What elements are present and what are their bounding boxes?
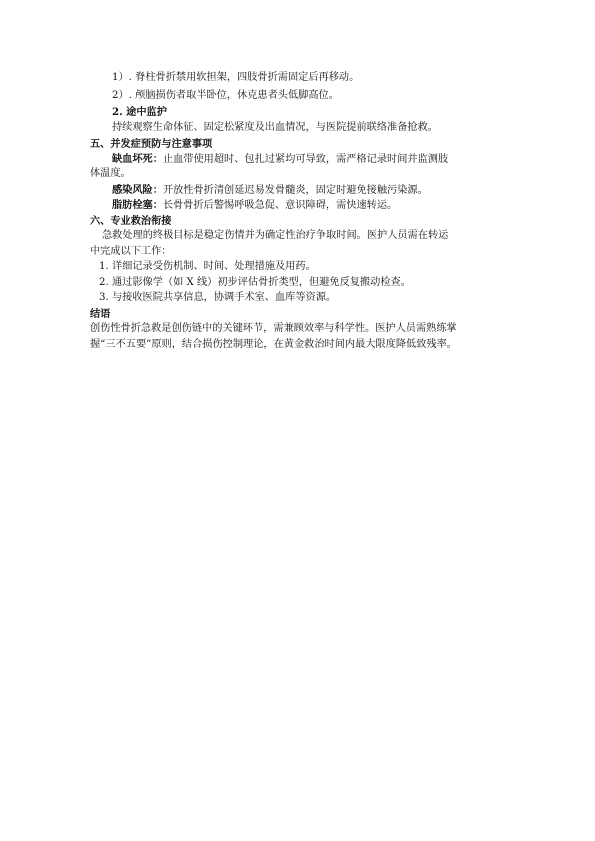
- conclusion-line2: 握“三不五要”原则，结合损伤控制理论，在黄金救治时间内最大限度降低致残率。: [90, 339, 457, 350]
- ischemia-label: 缺血坏死：: [112, 153, 163, 165]
- ischemia-item: [112, 152, 448, 167]
- work-item: 3. 与接收医院共享信息，协调手术室、血库等资源。: [99, 292, 337, 303]
- handoff-paragraph-line1: 急救处理的终极目标是稳定伤情并为确定性治疗争取时间。医护人员需在转运: [102, 230, 449, 241]
- handoff-paragraph-line2: 中完成以下工作：: [90, 246, 172, 257]
- embolism-text: 长骨骨折后警惕呼吸急促、意识障碍，需快速转运。: [162, 200, 398, 211]
- ischemia-text: 止血带使用超时、包扎过紧均可导致，需严格记录时间并监测肢: [162, 154, 449, 165]
- transport-rule-spine: 1）. 脊柱骨折禁用软担架，四肢骨折需固定后再移动。: [112, 72, 360, 83]
- embolism-label: 脂肪栓塞：: [112, 199, 163, 211]
- work-item: 2. 通过影像学（如 X 线）初步评估骨折类型，但避免反复搬动检查。: [99, 277, 411, 288]
- monitoring-text: 持续观察生命体征、固定松紧度及出血情况，与医院提前联络准备抢救。: [112, 122, 438, 133]
- ischemia-text-continued: 体温度。: [90, 168, 131, 179]
- work-item: 1. 详细记录受伤机制、时间、处理措施及用药。: [99, 261, 316, 272]
- section-title-handoff: 六、专业救治衔接: [90, 215, 172, 227]
- infection-item: [112, 183, 428, 198]
- section-title-complications: 五、并发症预防与注意事项: [90, 138, 213, 150]
- transport-rule-head: 2）. 颅脑损伤者取半卧位，休克患者头低脚高位。: [112, 90, 339, 101]
- conclusion-title: 结语: [90, 308, 111, 320]
- infection-label: 感染风险：: [112, 184, 163, 196]
- infection-text: 开放性骨折清创延迟易发骨髓炎，固定时避免接触污染源。: [162, 185, 428, 196]
- conclusion-line1: 创伤性骨折急救是创伤链中的关键环节，需兼顾效率与科学性。医护人员需熟练掌: [90, 323, 457, 334]
- subheading-monitoring: 2. 途中监护: [112, 106, 167, 118]
- embolism-item: [112, 198, 397, 213]
